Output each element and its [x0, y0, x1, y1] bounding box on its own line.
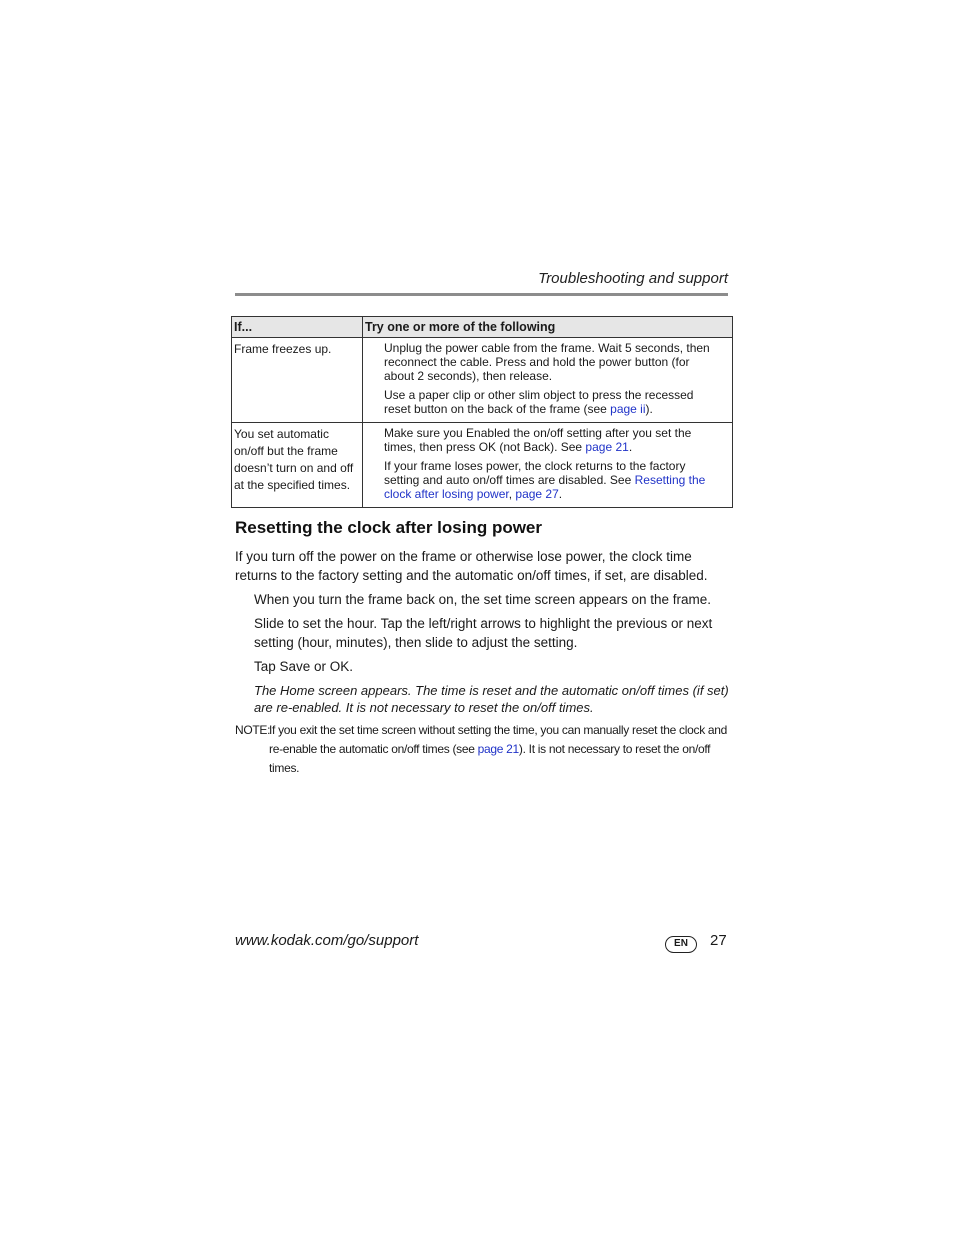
step-3: Tap Save or OK.: [254, 659, 354, 674]
note-page-21-link[interactable]: page 21: [477, 742, 519, 756]
note-text-part: ). It is not necessary to reset the on/off times.: [269, 742, 711, 775]
column-header-try: Try one or more of the following: [363, 317, 733, 338]
problem-cell: Frame freezes up.: [232, 338, 363, 423]
page-number: 27: [710, 932, 727, 949]
intro-paragraph: If you turn off the power on the frame or otherwise lose power, the clock time returns to the factory setting and the automatic on/off times, if set, are disabled.: [235, 549, 708, 583]
table-header-row: [232, 317, 733, 338]
solution-step: Unplug the power cable from the frame. Wait 5 seconds, then reconnect the cable. Press and hold the power button (for about 2 seconds), then release.: [384, 341, 710, 383]
footer-url[interactable]: www.kodak.com/go/support: [235, 932, 419, 949]
solution-step: [384, 426, 722, 454]
language-badge: EN: [665, 936, 697, 953]
solution-step: [384, 388, 722, 416]
resetting-clock-link[interactable]: Resetting the clock after losing power: [384, 473, 706, 501]
table-row: [232, 423, 733, 508]
solution-text: Make sure you Enabled the on/off setting after you set the times, then press OK (not Back). See: [384, 426, 692, 454]
page-27-link[interactable]: page 27: [515, 487, 559, 501]
table-row: [232, 338, 733, 423]
note-text: [269, 721, 739, 778]
step-1: When you turn the frame back on, the set time screen appears on the frame.: [254, 592, 711, 607]
note-label: NOTE:: [235, 723, 271, 737]
header-rule: [235, 293, 728, 296]
result-text: The Home screen appears. The time is reset and the automatic on/off times (if set) are re-enabled. It is not necessary to reset the on/off times.: [254, 683, 729, 715]
solution-text: .: [628, 440, 633, 454]
solution-text: If your frame loses power, the clock returns to the factory setting and auto on/off times are disabled. See: [384, 459, 686, 487]
problem-cell: You set automatic on/off but the frame doesn’t turn on and off at the specified times.: [232, 423, 363, 508]
separator-text: ,: [508, 487, 516, 501]
solution-text: .: [558, 487, 563, 501]
solution-text: ).: [645, 402, 653, 416]
step-2: Slide to set the hour. Tap the left/right arrows to highlight the previous or next setting (hour, minutes), then slide to adjust the setting.: [254, 616, 713, 650]
solution-cell: [363, 423, 733, 508]
solution-text: Use a paper clip or other slim object to press the recessed reset button on the back of the frame (see: [384, 388, 694, 416]
troubleshooting-table: [231, 316, 733, 508]
page-ii-link[interactable]: page ii: [610, 402, 646, 416]
note-text-part: If you exit the set time screen without setting the time, you can manually reset the clock and re-enable the automatic on/off times (see: [269, 723, 728, 756]
section-heading: Resetting the clock after losing power: [235, 518, 543, 537]
column-header-if: If...: [232, 317, 363, 338]
solution-step: [384, 459, 722, 501]
page-21-link[interactable]: page 21: [585, 440, 629, 454]
running-header: Troubleshooting and support: [538, 270, 728, 287]
solution-cell: [363, 338, 733, 423]
